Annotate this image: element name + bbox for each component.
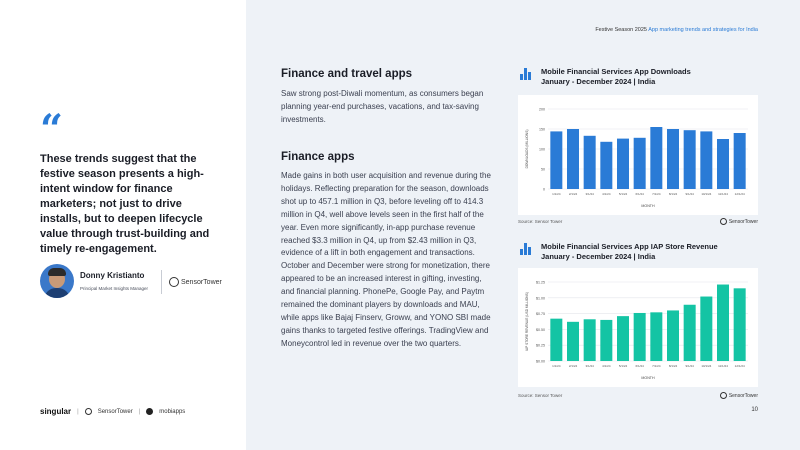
section-title-finance-travel: Finance and travel apps <box>281 68 413 80</box>
chart1-source: Source: Sensor Tower <box>518 219 563 224</box>
x-tick-label: 4/1/24 <box>602 364 611 368</box>
chart1-subtitle: January - December 2024 | India <box>541 77 656 86</box>
sensortower-label: SensorTower <box>181 278 222 286</box>
x-tick-label: 6/1/24 <box>635 192 644 196</box>
header-highlight: App marketing trends and strategies for India <box>648 27 758 33</box>
x-tick-label: 8/1/24 <box>668 364 678 368</box>
x-axis-label: MONTH <box>641 376 655 380</box>
header-prefix: Festive Season 2025 <box>595 27 647 33</box>
x-tick-label: 1/1/24 <box>552 364 561 368</box>
bar <box>600 320 612 361</box>
x-tick-label: 12/1/24 <box>734 192 745 196</box>
bar <box>667 129 679 189</box>
x-tick-label: 9/1/24 <box>685 364 694 368</box>
sensortower-logo <box>169 277 222 287</box>
chart1-panel <box>518 95 758 215</box>
page-header <box>595 27 758 33</box>
x-tick-label: 2/1/24 <box>568 192 578 196</box>
chart1-sensortower-logo: SensorTower <box>720 218 758 225</box>
chart2-panel <box>518 268 758 387</box>
mobiapps-logo: mobiapps <box>159 408 186 415</box>
y-tick-label: 50 <box>541 167 545 172</box>
quote-panel <box>0 0 246 450</box>
bar <box>567 322 579 361</box>
chart2-title <box>541 242 741 262</box>
bar-chart-icon <box>520 243 532 255</box>
y-tick-label: 200 <box>539 107 545 112</box>
x-tick-label: 7/1/24 <box>652 364 661 368</box>
y-tick-label: $0.75 <box>536 312 545 317</box>
chart2-title-text: Mobile Financial Services App IAP Store Revenue <box>541 242 718 251</box>
y-tick-label: $0.25 <box>536 343 545 348</box>
x-tick-label: 11/1/24 <box>718 364 728 368</box>
bar <box>700 297 712 361</box>
x-tick-label: 8/1/24 <box>668 192 678 196</box>
bar <box>734 133 746 189</box>
y-tick-label: $1.00 <box>536 296 545 301</box>
bar <box>700 131 712 189</box>
x-tick-label: 7/1/24 <box>652 192 661 196</box>
chart1-title <box>541 67 741 87</box>
y-axis-label: DOWNLOADS (MILLIONS) <box>525 129 529 169</box>
sensortower-icon <box>85 408 92 415</box>
bar <box>650 127 662 189</box>
bar <box>684 130 696 189</box>
y-tick-label: 150 <box>539 127 545 132</box>
x-axis-label: MONTH <box>641 204 655 208</box>
downloads-chart <box>518 95 758 215</box>
bar <box>734 288 746 361</box>
bar <box>617 139 629 189</box>
bar <box>667 310 679 361</box>
divider <box>161 270 162 294</box>
singular-logo: singular <box>40 407 72 416</box>
bar-chart-icon <box>520 68 532 80</box>
y-tick-label: 100 <box>539 147 545 152</box>
bar <box>567 129 579 189</box>
x-tick-label: 11/1/24 <box>718 192 728 196</box>
x-tick-label: 5/1/24 <box>618 364 628 368</box>
page-number: 10 <box>751 407 758 413</box>
x-tick-label: 10/1/24 <box>701 192 712 196</box>
bar <box>600 142 612 189</box>
x-tick-label: 1/1/24 <box>552 192 561 196</box>
chart2-subtitle: January - December 2024 | India <box>541 252 656 261</box>
x-tick-label: 2/1/24 <box>568 364 578 368</box>
avatar <box>40 264 74 298</box>
x-tick-label: 3/1/24 <box>585 192 594 196</box>
bar <box>717 285 729 361</box>
y-tick-label: $0.00 <box>536 359 545 364</box>
x-tick-label: 4/1/24 <box>602 192 611 196</box>
quote-text: These trends suggest that the festive season presents a high-intent window for finance marketers; not just to drive installs, but to deepen lifecycle value through trust-building and timely re-engagement. <box>40 153 210 255</box>
bar <box>584 319 596 361</box>
bar <box>684 305 696 361</box>
sensortower-footer-label: SensorTower <box>97 408 133 415</box>
bar <box>584 136 596 189</box>
x-tick-label: 3/1/24 <box>585 364 594 368</box>
x-tick-label: 5/1/24 <box>618 192 628 196</box>
section-body-finance-travel: Saw strong post-Diwali momentum, as consumers began planning year-end purchases, vacations, and tax-saving investments. <box>281 89 484 124</box>
y-tick-label: 0 <box>543 187 545 192</box>
bar <box>617 316 629 361</box>
sensortower-icon <box>169 277 179 287</box>
section-body-finance: Made gains in both user acquisition and revenue during the holidays. Reflecting preparation for the season, downloads shot up to 457.1 million in Q3, before leveling off to 414.3 million in Q4, well above levels seen in the first half of the year. Even more significantly, in-app purchase revenue reached $3.3 million in Q4, up from $2.43 million in Q3, evidence of a lift in both engagement and transactions. October and December were strong for monetization, there appeared to be an increased interest in gifting, investing, and financial planning. PhonePe, Google Pay, and Paytm remained the dominant players by downloads and MAU, while apps like Bajaj Finserv, Groww, and YONO SBI made gains thanks to targeted festive offerings. TradingView and Moneycontrol led in revenue over the two quarters. <box>281 171 491 348</box>
x-tick-label: 12/1/24 <box>734 364 745 368</box>
bar <box>717 139 729 189</box>
chart1-title-text: Mobile Financial Services App Downloads <box>541 67 691 76</box>
y-tick-label: $0.50 <box>536 327 545 332</box>
person-name: Donny Kristianto <box>80 271 145 280</box>
chart2-sensortower-logo: SensorTower <box>720 392 758 399</box>
footer-logos: singular | SensorTower | mobiapps <box>40 407 186 416</box>
bar <box>634 138 646 189</box>
revenue-chart <box>518 268 758 387</box>
x-tick-label: 9/1/24 <box>685 192 694 196</box>
quote-mark: “ <box>40 106 64 153</box>
y-tick-label: $1.25 <box>536 280 545 285</box>
person-title: Principal Market Insights Manager <box>80 286 149 291</box>
mobiapps-icon <box>146 408 153 415</box>
chart2-source: Source: Sensor Tower <box>518 393 563 398</box>
bar <box>550 319 562 361</box>
bar <box>550 131 562 189</box>
bar <box>650 312 662 361</box>
x-tick-label: 6/1/24 <box>635 364 644 368</box>
bar <box>634 313 646 361</box>
x-tick-label: 10/1/24 <box>701 364 712 368</box>
section-title-finance: Finance apps <box>281 151 355 163</box>
y-axis-label: IAP STORE REVENUE (USD MILLIONS) <box>525 292 529 351</box>
